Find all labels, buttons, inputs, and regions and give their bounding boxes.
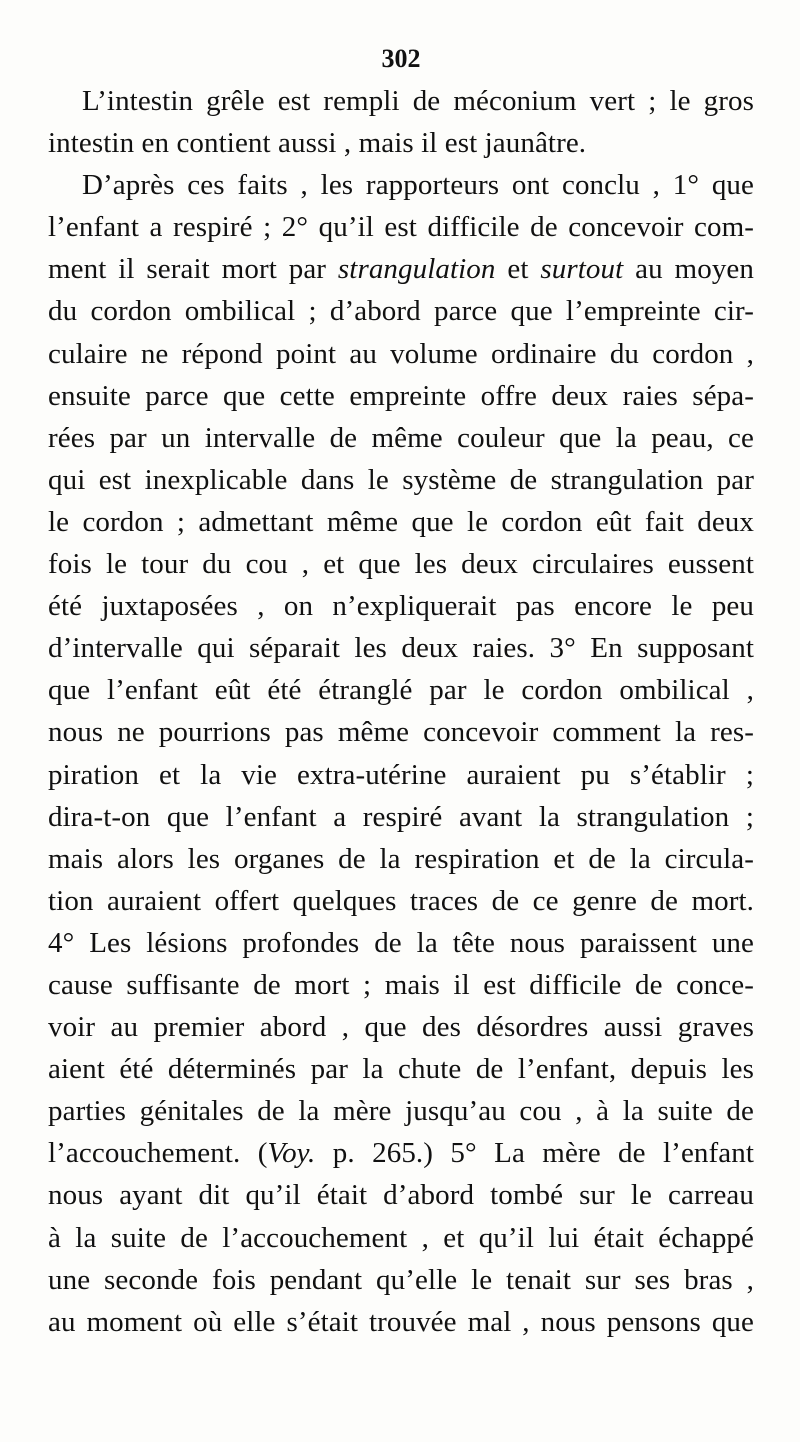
- text-line: voir au premier abord , que des désordres aussi graves: [48, 1011, 754, 1044]
- text-line: parties génitales de la mère jusqu’au cou , à la suite de: [48, 1095, 754, 1128]
- text-line: rées par un intervalle de même couleur que la peau, ce: [48, 421, 754, 454]
- text-line: ensuite parce que cette empreinte offre deux raies sépa-: [48, 379, 754, 412]
- text-line: le cordon ; admettant même que le cordon eût fait deux: [48, 505, 754, 538]
- text-line: dira-t-on que l’enfant a respiré avant la strangulation ;: [48, 800, 754, 833]
- text-line: piration et la vie extra-utérine auraient pu s’établir ;: [48, 758, 754, 791]
- text-segment: p. 265.) 5° La mère de l’enfant: [315, 1137, 754, 1170]
- text-line: fois le tour du cou , et que les deux circulaires eussent: [48, 548, 754, 581]
- text-line: qui est inexplicable dans le système de strangulation par: [48, 463, 754, 496]
- text-line: une seconde fois pendant qu’elle le tenait sur ses bras ,: [48, 1263, 754, 1296]
- text-line: culaire ne répond point au volume ordinaire du cordon ,: [48, 337, 754, 370]
- text-line: été juxtaposées , on n’expliquerait pas encore le peu: [48, 590, 754, 623]
- text-line: [48, 1132, 754, 1174]
- text-line: L’intestin grêle est rempli de méconium vert ; le gros: [82, 85, 754, 117]
- text-line: intestin en contient aussi , mais il est jaunâtre.: [48, 127, 587, 160]
- text-line: cause suffisante de mort ; mais il est difficile de conce-: [48, 968, 754, 1001]
- text-line: nous ne pourrions pas même concevoir comment la res-: [48, 716, 754, 749]
- text-line: que l’enfant eût été étranglé par le cordon ombilical ,: [48, 674, 754, 707]
- text-line: [48, 248, 754, 290]
- text-line: mais alors les organes de la respiration et de la circula-: [48, 842, 754, 875]
- text-segment: l’accouchement. (: [48, 1137, 268, 1170]
- page-number: 302: [381, 44, 421, 73]
- text-line: d’intervalle qui séparait les deux raies. 3° En supposant: [48, 632, 754, 665]
- text-line: aient été déterminés par la chute de l’enfant, depuis les: [48, 1053, 754, 1086]
- text-segment: au moyen: [623, 253, 754, 286]
- italic-text: Voy.: [267, 1137, 316, 1170]
- body-text: [48, 80, 754, 1343]
- italic-text: strangulation: [337, 253, 496, 286]
- italic-text: surtout: [540, 253, 624, 286]
- text-line: D’après ces faits , les rapporteurs ont conclu , 1° que: [82, 169, 754, 202]
- text-line: au moment où elle s’était trouvée mal , nous pensons que: [48, 1305, 754, 1338]
- text-line: du cordon ombilical ; d’abord parce que l’empreinte cir-: [48, 295, 754, 328]
- text-line: 4° Les lésions profondes de la tête nous paraissent une: [48, 926, 754, 959]
- text-line: nous ayant dit qu’il était d’abord tombé sur le carreau: [48, 1179, 754, 1212]
- text-line: l’enfant a respiré ; 2° qu’il est difficile de concevoir com-: [48, 211, 754, 244]
- text-segment: et: [495, 253, 541, 286]
- text-line: tion auraient offert quelques traces de ce genre de mort.: [48, 884, 754, 917]
- text-line: à la suite de l’accouchement , et qu’il lui était échappé: [48, 1221, 754, 1254]
- text-segment: ment il serait mort par: [48, 253, 338, 286]
